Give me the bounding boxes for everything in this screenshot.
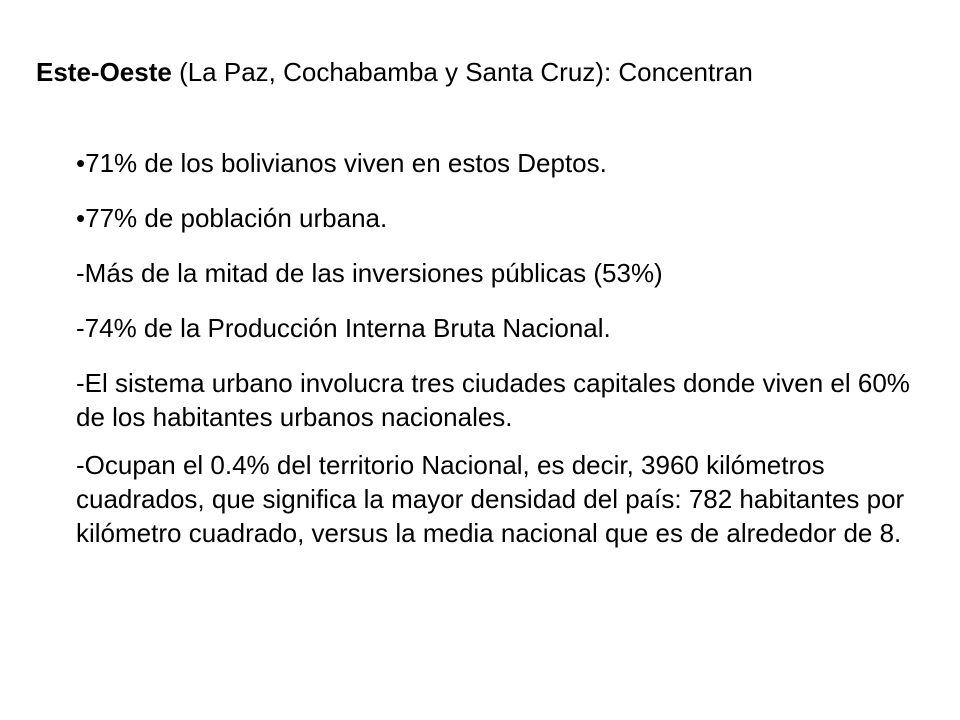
list-item: -Ocupan el 0.4% del territorio Nacional, es decir, 3960 kilómetros cuadrados, que significa la mayor densidad del país: 782 habitantes por kilómetro cuadrado, versus la media nacional que es de alrededor de 8. [76, 450, 905, 548]
list-item: -Más de la mitad de las inversiones públicas (53%) [76, 258, 663, 288]
slide-title-rest: (La Paz, Cochabamba y Santa Cruz): Concentran [171, 57, 753, 87]
list-item: -El sistema urbano involucra tres ciudades capitales donde viven el 60% de los habitantes urbanos nacionales. [76, 368, 910, 432]
bullet-list [76, 146, 926, 564]
list-item: -74% de la Producción Interna Bruta Nacional. [76, 313, 611, 343]
list-item: •71% de los bolivianos viven en estos Deptos. [76, 148, 607, 178]
slide-title [36, 54, 753, 90]
slide-title-bold: Este-Oeste [36, 57, 172, 87]
list-item: •77% de población urbana. [76, 203, 388, 233]
